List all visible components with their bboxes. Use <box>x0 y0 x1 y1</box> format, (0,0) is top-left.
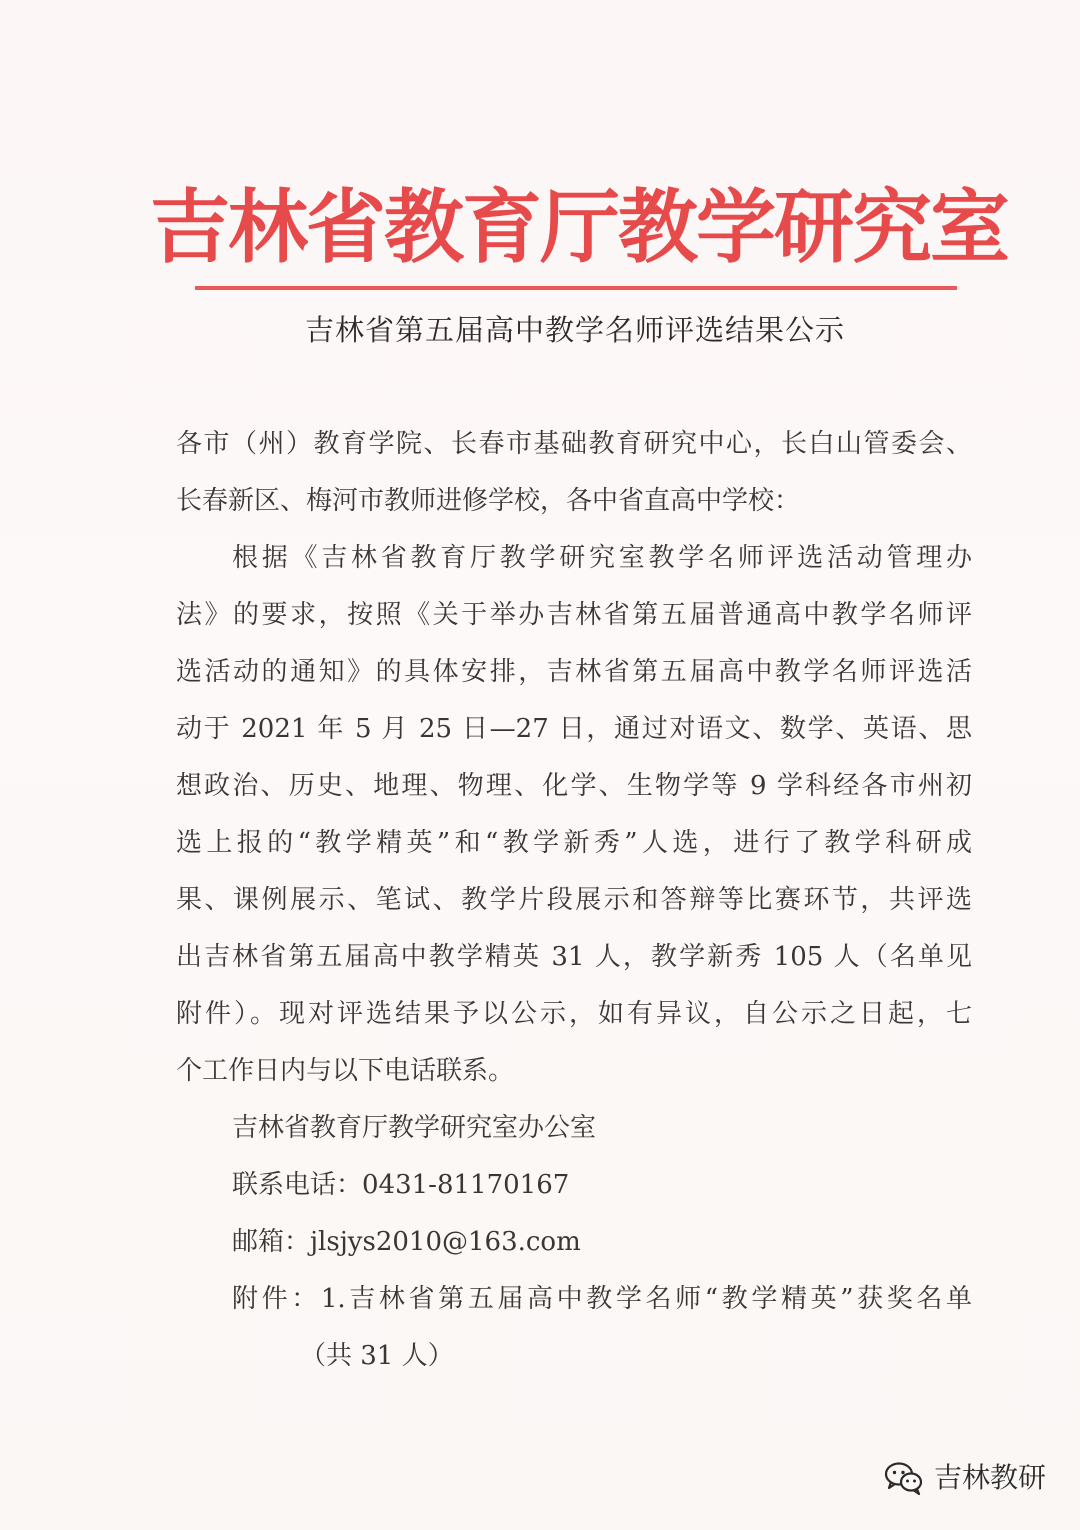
paragraph-line-5: 想政治、历史、地理、物理、化学、生物学等 9 学科经各市州初 <box>176 771 972 801</box>
red-divider-line <box>195 286 957 290</box>
attachment-line-1: 附件：1.吉林省第五届高中教学名师“教学精英”获奖名单 <box>232 1284 972 1314</box>
attachment-line-2: （共 31 人） <box>300 1341 454 1371</box>
paragraph-line-4: 动于 2021 年 5 月 25 日—27 日，通过对语文、数学、英语、思 <box>176 714 972 744</box>
document-title: 吉林省第五届高中教学名师评选结果公示 <box>304 313 845 347</box>
paragraph-line-1: 根据《吉林省教育厅教学研究室教学名师评选活动管理办 <box>232 543 972 573</box>
organization-header: 吉林省教育厅教学研究室 <box>150 181 1008 274</box>
paragraph-line-2: 法》的要求，按照《关于举办吉林省第五届普通高中教学名师评 <box>176 600 972 630</box>
wechat-icon <box>884 1461 924 1495</box>
contact-phone: 联系电话：0431-81170167 <box>232 1170 570 1200</box>
paragraph-line-10: 个工作日内与以下电话联系。 <box>176 1056 515 1086</box>
watermark-text: 吉林教研 <box>933 1461 1046 1494</box>
contact-email: 邮箱：jlsjys2010@163.com <box>232 1227 581 1257</box>
paragraph-line-7: 果、课例展示、笔试、教学片段展示和答辩等比赛环节，共评选 <box>176 885 972 915</box>
paragraph-line-3: 选活动的通知》的具体安排，吉林省第五届高中教学名师评选活 <box>176 657 972 687</box>
contact-office: 吉林省教育厅教学研究室办公室 <box>232 1113 597 1143</box>
wechat-watermark <box>884 1456 1046 1500</box>
paragraph-line-8: 出吉林省第五届高中教学精英 31 人，教学新秀 105 人（名单见 <box>176 942 972 972</box>
paragraph-line-9: 附件）。现对评选结果予以公示，如有异议，自公示之日起，七 <box>176 999 972 1029</box>
paragraph-line-6: 选上报的“教学精英”和“教学新秀”人选，进行了教学科研成 <box>176 828 972 858</box>
salutation-line-2: 长春新区、梅河市教师进修学校，各中省直高中学校： <box>176 486 801 516</box>
salutation-line-1: 各市（州）教育学院、长春市基础教育研究中心，长白山管委会、 <box>176 429 972 459</box>
